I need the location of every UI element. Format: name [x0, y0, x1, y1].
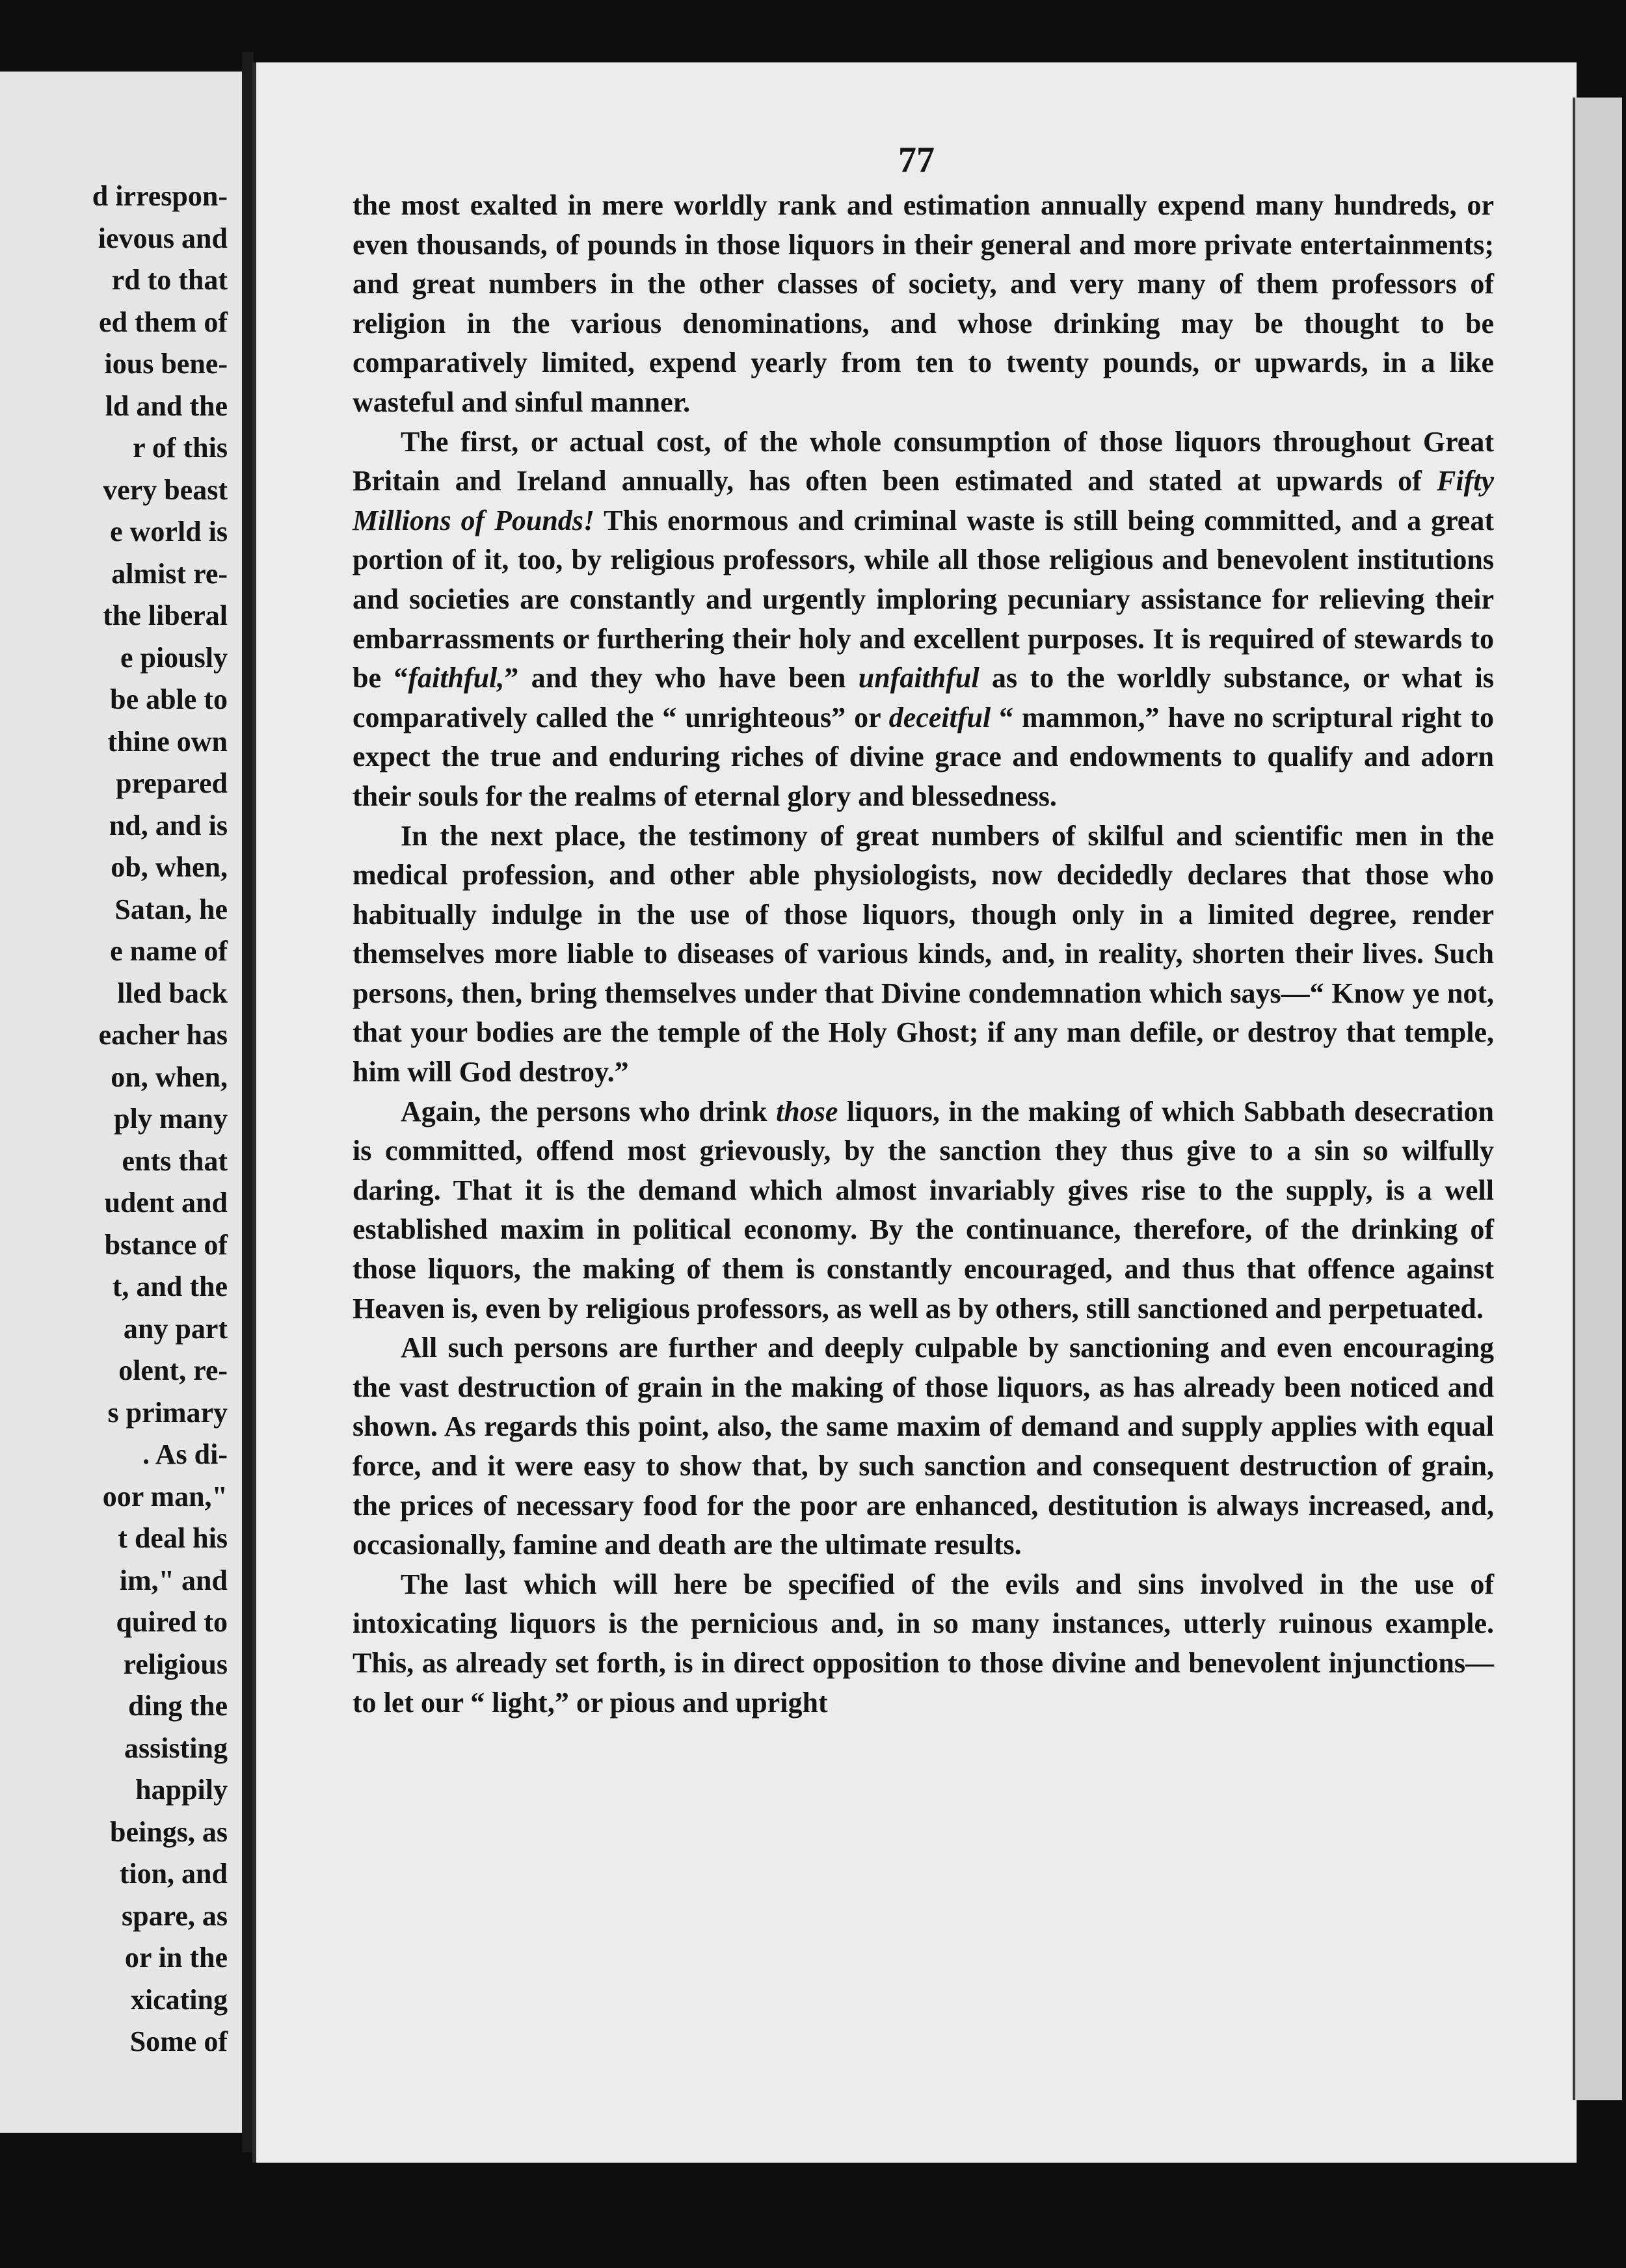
left-page-line: Satan, he [114, 893, 228, 925]
left-page-line: on, when, [111, 1061, 228, 1093]
left-page-line: oor man," [102, 1480, 228, 1512]
left-page-line: olent, re- [118, 1354, 228, 1386]
left-page [0, 72, 242, 2133]
left-page-line: . As di- [142, 1438, 228, 1470]
left-page-line: thine own [107, 725, 228, 758]
left-page-line: ents that [122, 1144, 228, 1177]
paragraph-2: The first, or actual cost, of the whole consumption of those liquors throughout Great Britain and Ireland annually, has often been estimated and stated at upwards of Fifty Millions of Pounds! This enormous and criminal waste is still being committed, and a great portion of it, too, by religious professors, while all those religious and benevolent institutions and societies are constantly and urgently imploring pecuniary assistance for relieving their embarrassments or furthering their holy and excellent purposes. It is required of stewards to be “faithful,” and they who have been unfaithful as to the worldly substance, or what is comparatively called the “ unrighteous” or deceitful “ mammon,” have no scriptural right to expect the true and enduring riches of divine grace and endowments to qualify and adorn their souls for the realms of eternal glory and blessedness. [353, 425, 1495, 812]
left-page-line: spare, as [122, 1899, 228, 1932]
left-page-line: ed them of [99, 306, 228, 338]
paragraph-1: the most exalted in mere worldly rank and estimation annually expend many hundreds, or even thousands, of pounds in those liquors in their general and more private entertainments; and great numbers in the other classes of society, and very many of them professors of religion in the various denominations, and whose drinking may be thought to be comparatively limited, expend yearly from ten to twenty pounds, or upwards, in a like wasteful and sinful manner. [353, 189, 1494, 418]
left-page-line: e name of [110, 935, 228, 967]
page-body [353, 186, 1494, 1722]
left-page-line: e piously [120, 641, 228, 674]
left-page-line: assisting [124, 1732, 228, 1764]
left-page-line: t deal his [118, 1522, 228, 1554]
left-page-line: beings, as [110, 1815, 228, 1848]
page-number: 77 [898, 140, 935, 180]
left-page-text [0, 176, 228, 2063]
left-page-line: ob, when, [111, 851, 228, 883]
left-page-line: ply many [114, 1103, 228, 1135]
emphasis-those: those [776, 1095, 838, 1127]
left-page-line: any part [123, 1312, 228, 1345]
left-page-line: very beast [103, 473, 228, 506]
left-page-line: lled back [117, 977, 228, 1009]
emphasis-unfaithful: unfaithful [858, 662, 980, 694]
emphasis-faithful: faithful, [408, 662, 505, 694]
left-page-line: d irrespon- [92, 180, 228, 212]
left-page-line: im," and [119, 1564, 228, 1596]
paragraph-4: Again, the persons who drink those liquors, in the making of which Sabbath desecration is committed, offend most grievously, by the sanction they thus give to a sin so wilfully daring. That it is the demand which almost invariably gives rise to the supply, is a well established maxim in political economy. By the continuance, therefore, of the drinking of those liquors, the making of them is constantly encouraged, and thus that offence against Heaven is, even by religious professors, as well as by others, still sanctioned and perpetuated. [353, 1095, 1494, 1325]
left-page-line: s primary [107, 1396, 228, 1429]
paragraph-3: In the next place, the testimony of great numbers of skilful and scientific men in the medical profession, and other able physiologists, now decidedly declares that those who habitually indulge in the use of those liquors, though only in a limited degree, render themselves more liable to diseases of various kinds, and, in reality, shorten their lives. Such persons, then, bring themselves under that Divine condemnation which says—“ Know ye not, that your bodies are the temple of the Holy Ghost; if any man defile, or destroy that temple, him will God destroy.” [353, 819, 1494, 1088]
left-page-line: udent and [104, 1187, 228, 1219]
left-page-line: happily [135, 1774, 228, 1806]
left-page-line: nd, and is [109, 809, 228, 841]
left-page-line: e world is [110, 516, 228, 547]
left-page-line: religious [123, 1648, 228, 1680]
left-page-line: ld and the [105, 389, 228, 422]
paragraph-5: All such persons are further and deeply culpable by sanctioning and even encouraging the vast destruction of grain in the making of those liquors, as has already been noticed and shown. As regards this point, also, the same maxim of demand and supply applies with equal force, and it were easy to show that, by such sanction and consequent destruction of grain, the prices of necessary food for the poor are enhanced, destitution is always increased, and, occasionally, famine and death are the ultimate results. [353, 1332, 1494, 1561]
left-page-line: be able to [110, 683, 228, 715]
left-page-line: xicating [130, 1983, 228, 2016]
paragraph-6: The last which will here be specified of the evils and sins involved in the use of intoxicating liquors is the pernicious and, in so many instances, utterly ruinous example. This, as already set forth, is in direct opposition to those divine and benevolent injunctions—to let our “ light,” or pious and upright [353, 1568, 1494, 1719]
left-page-line: Some of [129, 2025, 228, 2057]
left-page-line: prepared [116, 767, 228, 799]
left-page-line: t, and the [112, 1271, 228, 1302]
left-page-line: ious bene- [104, 348, 228, 380]
emphasis-amount: Fifty Millions of Pounds! [353, 465, 1494, 536]
left-page-line: r of this [133, 432, 228, 464]
left-page-line: the liberal [103, 600, 228, 631]
page-edge [1573, 98, 1622, 2100]
left-page-line: or in the [124, 1942, 228, 1973]
left-page-line: quired to [116, 1606, 228, 1638]
left-page-line: eacher has [98, 1019, 228, 1051]
main-page [252, 62, 1577, 2163]
left-page-line: almist re- [111, 557, 228, 590]
left-page-line: ding the [128, 1690, 228, 1722]
emphasis-deceitful: deceitful [888, 701, 991, 733]
left-page-line: ievous and [98, 222, 228, 254]
left-page-line: bstance of [104, 1228, 228, 1261]
left-page-line: tion, and [119, 1858, 228, 1890]
left-page-line: rd to that [111, 264, 228, 296]
